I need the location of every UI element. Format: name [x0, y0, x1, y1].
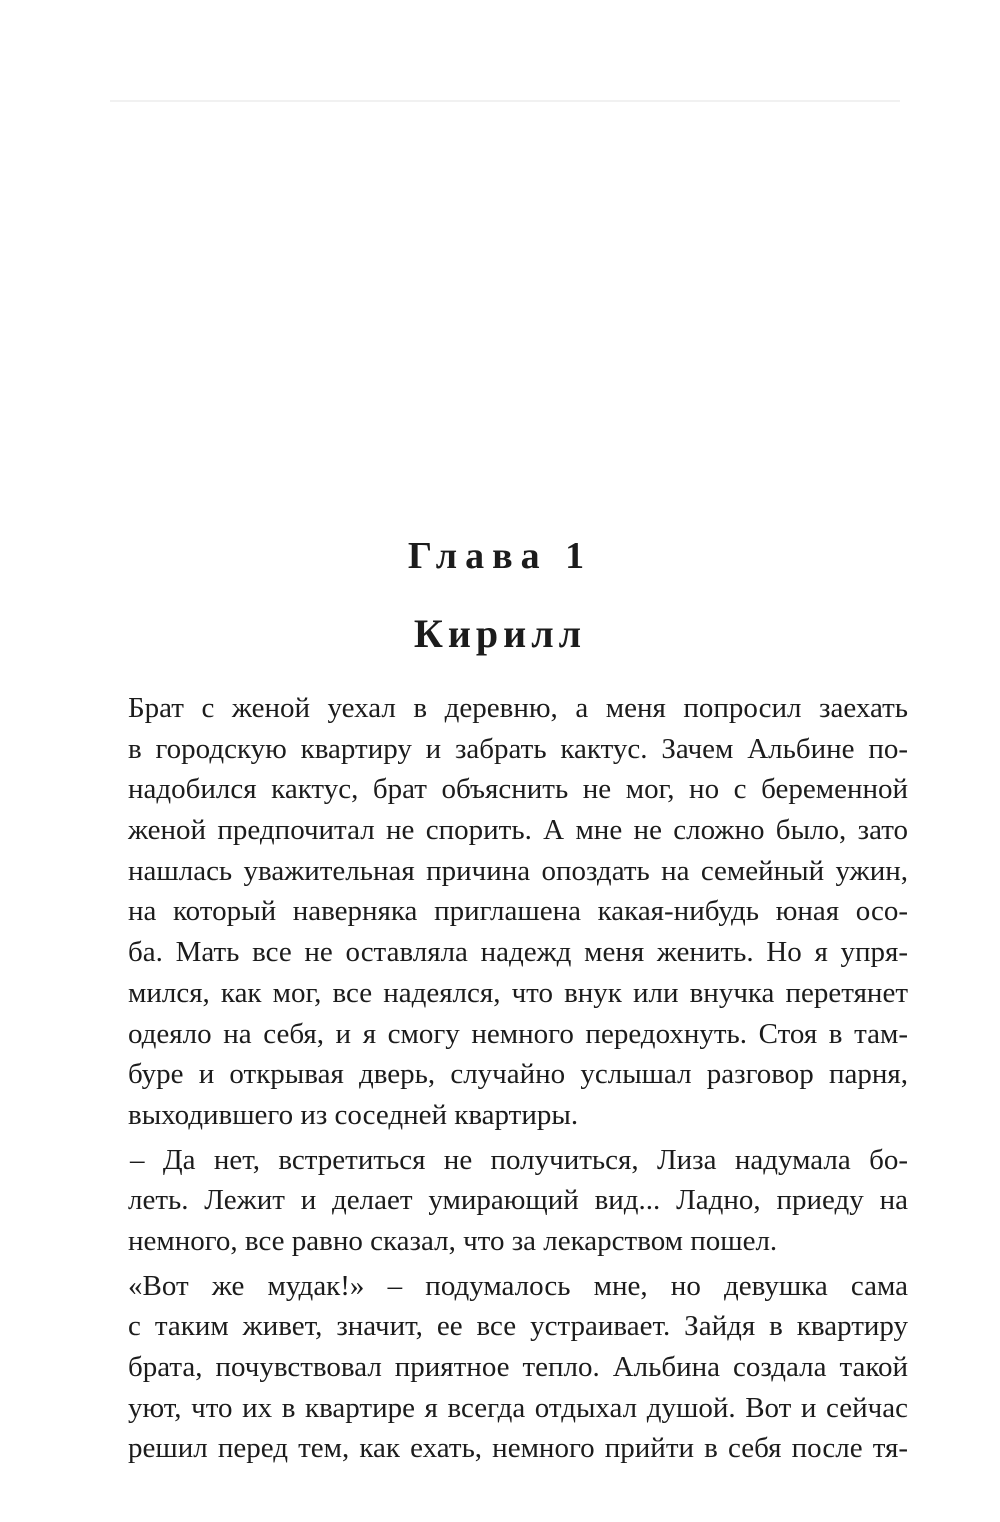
text-line: леть. Лежит и делает умирающий вид... Ладно, приеду на: [128, 1184, 908, 1217]
text-line: Брат с женой уехал в деревню, а меня попросил заехать: [128, 692, 908, 724]
text-line: буре и открывая дверь, случайно услышал разговор парня,: [128, 1058, 908, 1091]
text-line: одеяло на себя, и я смогу немного передохнуть. Стоя в там-: [128, 1017, 908, 1050]
text-line: на который наверняка приглашена какая-нибудь юная осо-: [128, 895, 908, 928]
text-line: ба. Мать все не оставляла надежд меня женить. Но я упря-: [128, 936, 908, 969]
text-line: нашлась уважительная причина опоздать на семейный ужин,: [128, 854, 908, 887]
text-line: «Вот же мудак!» – подумалось мне, но девушка сама: [128, 1269, 908, 1302]
text-line: решил перед тем, как ехать, немного прийти в себя после тя-: [128, 1432, 908, 1465]
chapter-title: Кирилл: [413, 611, 587, 656]
text-line: выходившего из соседней квартиры.: [128, 1098, 579, 1131]
text-line: мился, как мог, все надеялся, что внук или внучка перетянет: [128, 976, 908, 1009]
chapter-heading: Глава 1: [407, 535, 593, 577]
body-text: [128, 688, 908, 1469]
text-line: с таким живет, значит, ее все устраивает. Зайдя в квартиру: [128, 1310, 908, 1343]
bleed-through-line: [110, 100, 900, 102]
text-line: брата, почувствовал приятное тепло. Альбина создала такой: [128, 1351, 908, 1383]
text-line: немного, все равно сказал, что за лекарством пошел.: [128, 1224, 778, 1257]
text-line: надобился кактус, брат объяснить не мог, но с беременной: [128, 773, 908, 806]
text-line: – Да нет, встретиться не получиться, Лиза надумала бо-: [130, 1143, 908, 1176]
text-line: женой предпочитал не спорить. А мне не сложно было, зато: [128, 814, 908, 847]
text-line: уют, что их в квартире я всегда отдыхал душой. Вот и сейчас: [128, 1391, 908, 1424]
text-line: в городскую квартиру и забрать кактус. Зачем Альбине по-: [128, 732, 908, 765]
